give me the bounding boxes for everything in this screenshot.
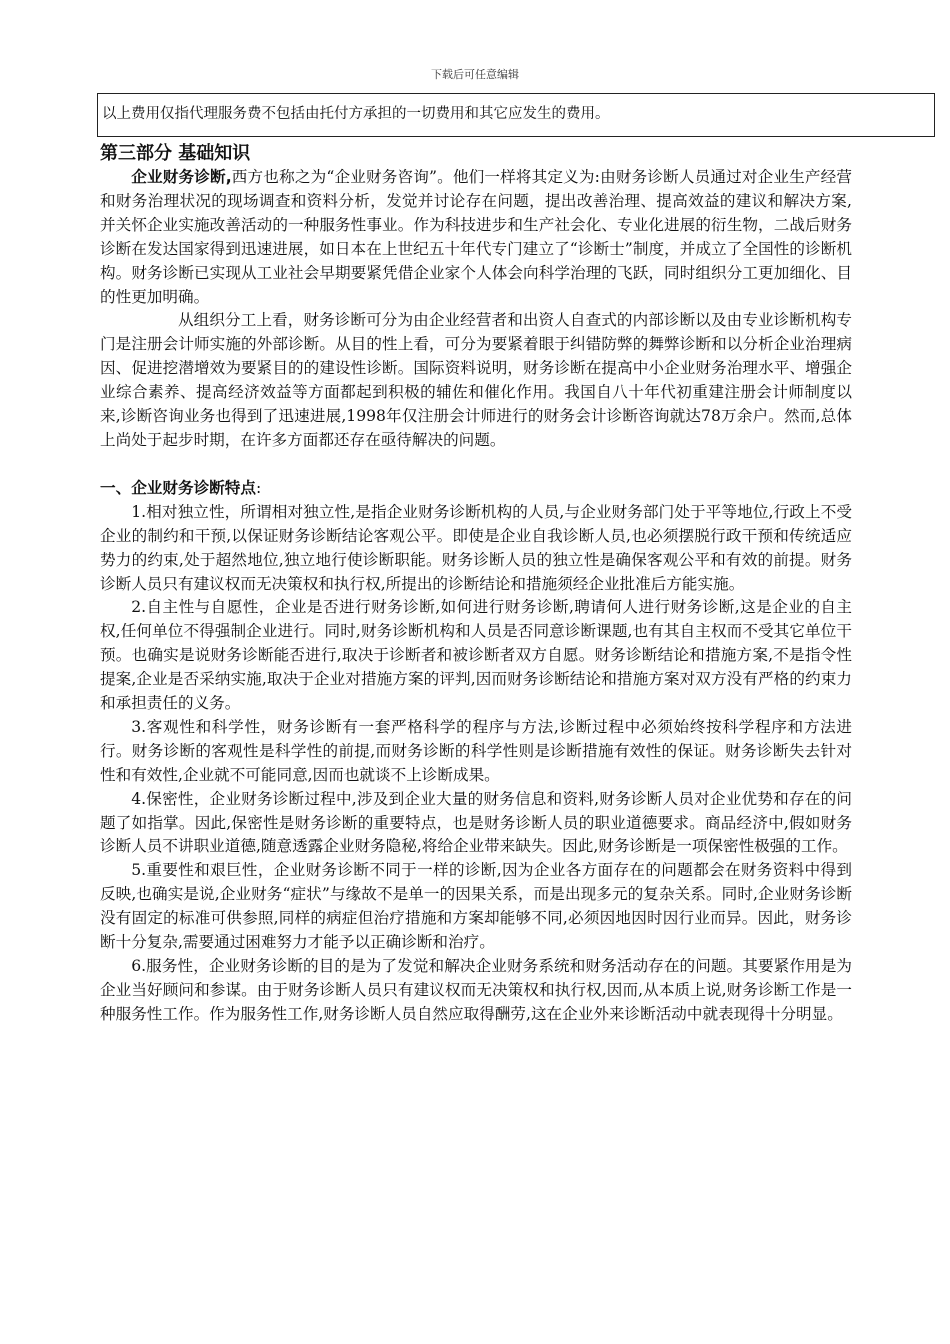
intro-paragraph-2: 从组织分工上看，财务诊断可分为由企业经营者和出资人自查式的内部诊断以及由专业诊断机构专门是注册会计师实施的外部诊断。从目的性上看，可分为要紧着眼于纠错防弊的舞弊诊断和以分析企业治理病因、促进挖潜增效为要紧目的的建设性诊断。国际资料说明，财务诊断在提高中小企业财务治理水平、增强企业综合素养、提高经济效益等方面都起到积极的辅佐和催化作用。我国自八十年代初重建注册会计师制度以来,诊断咨询业务也得到了迅速进展,1998年仅注册会计师进行的财务会计诊断咨询就达78万余户。然而,总体上尚处于起步时期，在许多方面都还存在亟待解决的问题。 xyxy=(100,311,852,449)
section-title-text: 一、企业财务诊断特点 xyxy=(100,478,256,497)
section-title xyxy=(100,477,852,501)
list-item: 1.相对独立性，所谓相对独立性,是指企业财务诊断机构的人员,与企业财务部门处于平等地位,行政上不受企业的制约和干预,以保证财务诊断结论客观公平。即使是企业自我诊断人员,也必须摆脱行政干预和传统适应势力的约束,处于超然地位,独立地行使诊断职能。财务诊断人员的独立性是确保客观公平和有效的前提。财务诊断人员只有建议权而无决策权和执行权,所提出的诊断结论和措施须经企业批准后方能实施。 xyxy=(100,502,852,593)
list-item: 2.自主性与自愿性，企业是否进行财务诊断,如何进行财务诊断,聘请何人进行财务诊断,这是企业的自主权,任何单位不得强制企业进行。同时,财务诊断机构和人员是否同意诊断课题,也有其自主权而不受其它单位干预。也确实是说财务诊断能否进行,取决于诊断者和被诊断者双方自愿。财务诊断结论和措施方案,不是指令性提案,企业是否采纳实施,取决于企业对措施方案的评判,因而财务诊断结论和措施方案对双方没有严格的约束力和承担责任的义务。 xyxy=(100,598,852,713)
list-item: 5.重要性和艰巨性，企业财务诊断不同于一样的诊断,因为企业各方面存在的问题都会在财务资料中得到反映,也确实是说,企业财务“症状”与缘故不是单一的因果关系，而是出现多元的复杂关系。同时,企业财务诊断没有固定的标准可供参照,同样的病症但治疗措施和方案却能够不同,必须因地因时因行业而异。因此，财务诊断十分复杂,需要通过困难努力才能予以正确诊断和治疗。 xyxy=(100,861,852,952)
part-title: 第三部分 基础知识 xyxy=(100,143,251,164)
list-item: 3.客观性和科学性，财务诊断有一套严格科学的程序与方法,诊断过程中必须始终按科学程序和方法进行。财务诊断的客观性是科学性的前提,而财务诊断的科学性则是诊断措施有效性的保证。财务诊断失去针对性和有效性,企业就不可能同意,因而也就谈不上诊断成果。 xyxy=(100,717,852,784)
intro-paragraph-1 xyxy=(100,166,852,309)
document-body xyxy=(100,142,852,1027)
list-item: 4.保密性，企业财务诊断过程中,涉及到企业大量的财务信息和资料,财务诊断人员对企业优势和存在的问题了如指掌。因此,保密性是财务诊断的重要特点，也是财务诊断人员的职业道德要求。商品经济中,假如财务诊断人员不讲职业道德,随意透露企业财务隐秘,将给企业带来缺失。因此,财务诊断是一项保密性极强的工作。 xyxy=(100,789,852,856)
section-title-colon: : xyxy=(255,478,262,497)
fee-note-text: 以上费用仅指代理服务费不包括由托付方承担的一切费用和其它应发生的费用。 xyxy=(102,106,610,122)
lead-term: 企业财务诊断, xyxy=(131,168,232,186)
list-item: 6.服务性，企业财务诊断的目的是为了发觉和解决企业财务系统和财务活动存在的问题。其要紧作用是为企业当好顾问和参谋。由于财务诊断人员只有建议权而无决策权和执行权,因而,从本质上说,财务诊断工作是一种服务性工作。作为服务性工作,财务诊断人员自然应取得酬劳,这在企业外来诊断活动中就表现得十分明显。 xyxy=(100,957,852,1023)
page-header: 下载后可任意编辑 xyxy=(431,68,519,81)
intro-paragraph-1-text: 西方也称之为“企业财务咨询”。他们一样将其定义为:由财务诊断人员通过对企业生产经营和财务治理状况的现场调查和资料分析，发觉并讨论存在问题，提出改善治理、提高效益的建议和解决方案,并关怀企业实施改善活动的一种服务性事业。作为科技进步和生产社会化、专业化进展的衍生物，二战后财务诊断在发达国家得到迅速进展，如日本在上世纪五十年代专门建立了“诊断士”制度，并成立了全国性的诊断机构。财务诊断已实现从工业社会早期要紧凭借企业家个人体会向科学治理的飞跃，同时组织分工更加细化、目的性更加明确。 xyxy=(100,168,852,306)
section-spacer xyxy=(100,453,852,477)
fee-note-box xyxy=(97,93,935,137)
